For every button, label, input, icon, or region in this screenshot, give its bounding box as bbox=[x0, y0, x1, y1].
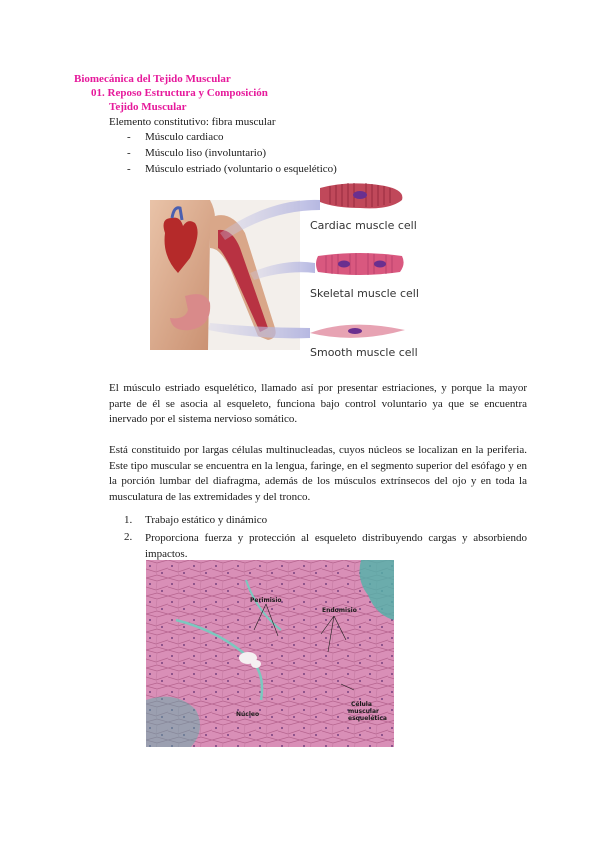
list-dash: - bbox=[127, 131, 131, 143]
subsection-heading: Tejido Muscular bbox=[109, 101, 187, 113]
list-item: Músculo liso (involuntario) bbox=[145, 147, 266, 159]
label-endomisio: Endomisio bbox=[322, 607, 357, 614]
figure-label-cardiac: Cardiac muscle cell bbox=[310, 219, 417, 232]
figure-label-smooth: Smooth muscle cell bbox=[310, 346, 418, 358]
label-celula-line2: muscular bbox=[348, 708, 379, 715]
smooth-cell-illustration bbox=[310, 325, 405, 338]
paragraph-structure: Está constituido por largas células multinucleadas, cuyos núcleos se localizan en la periferia. Este tipo muscular se encuentra en la lengua, faringe, en el segmento superior del esófago y en la porción lumbar del diafragma, además de los músculos extrínsecos del ojo y en toda la musculatura de las extremidades y del tronco. bbox=[109, 444, 527, 503]
muscle-cell-types-figure bbox=[150, 178, 420, 358]
list-item: Músculo cardiaco bbox=[145, 131, 224, 143]
list-item: Músculo estriado (voluntario o esquelético) bbox=[145, 163, 337, 175]
section-heading: 01. Reposo Estructura y Composición bbox=[91, 87, 268, 99]
list-item: Proporciona fuerza y protección al esqueleto distribuyendo cargas y absorbiendo impactos. bbox=[145, 532, 527, 560]
cardiac-cell-illustration bbox=[320, 183, 402, 208]
label-nucleo: Núcleo bbox=[236, 711, 260, 718]
list-dash: - bbox=[127, 163, 131, 175]
label-celula-line1: Célula bbox=[351, 701, 372, 708]
figure-label-skeletal: Skeletal muscle cell bbox=[310, 287, 419, 300]
list-dash: - bbox=[127, 147, 131, 159]
intro-lead: Elemento constitutivo: fibra muscular bbox=[109, 116, 276, 128]
list-item: Trabajo estático y dinámico bbox=[145, 514, 268, 526]
paragraph-skeletal-muscle: El músculo estriado esquelético, llamado así por presentar estriaciones, y porque la mayor parte de él se asocia al esqueleto, funciona bajo control voluntario ya que se encuentra inervado por el sistema nervioso somático. bbox=[109, 382, 527, 425]
blood-vessel bbox=[251, 660, 261, 668]
label-perimisio: Perimisio bbox=[250, 597, 282, 604]
document-title: Biomecánica del Tejido Muscular bbox=[74, 73, 231, 85]
list-number: 2. bbox=[124, 531, 133, 543]
histology-micrograph bbox=[146, 560, 394, 747]
skeletal-cell-illustration bbox=[316, 253, 404, 275]
label-celula-line3: esquelética bbox=[348, 715, 387, 722]
list-number: 1. bbox=[124, 514, 133, 526]
